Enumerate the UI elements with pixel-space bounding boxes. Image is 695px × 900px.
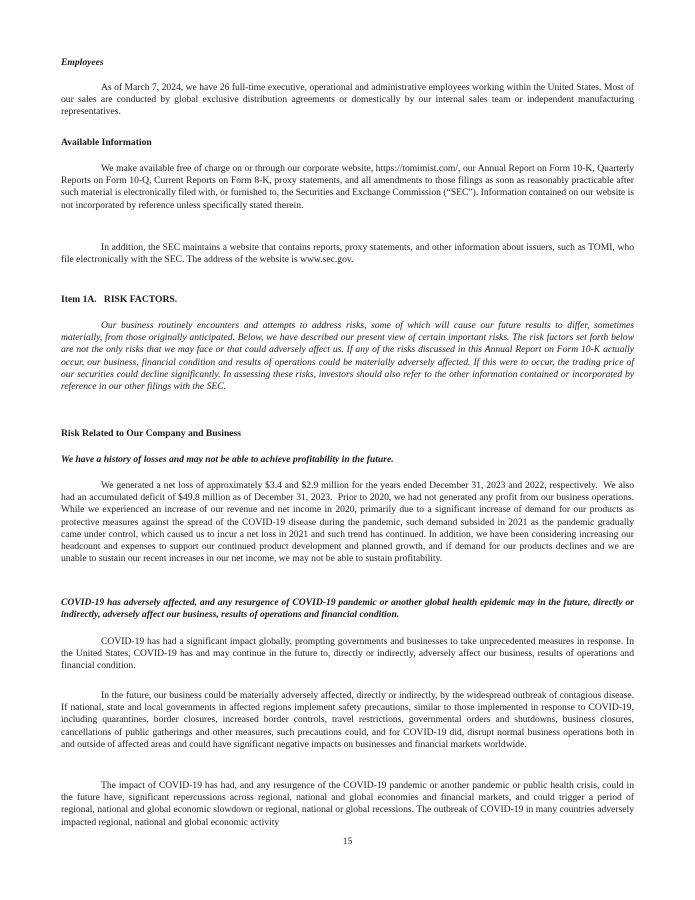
- history-of-losses-heading: We have a history of losses and may not be able to achieve profitability in the future.: [61, 454, 394, 465]
- available-information-heading: Available Information: [61, 137, 152, 148]
- item-1a-heading: Item 1A. RISK FACTORS.: [61, 294, 178, 305]
- covid-heading: COVID-19 has adversely affected, and any resurgence of COVID-19 pandemic or another global health epidemic may in the future, directly or indirectly, adversely affect our business, results of operations and financial condition.: [61, 597, 634, 621]
- history-of-losses-paragraph: We generated a net loss of approximately $3.4 and $2.9 million for the years ended December 31, 2023 and 2022, respectively. We also had an accumulated deficit of $49.8 million as of December 31, 2023. Prior to 2020, we had not generated any profit from our business operations. While we experienced an increase of our revenue and net income in 2020, primarily due to a significant increase of demand for our products as protective measures against the spread of the COVID-19 disease during the pandemic, such demand subsided in 2021 as the pandemic gradually came under control, which caused us to incur a net loss in 2021 and such trend has continued. In addition, we have been considering increasing our headcount and expenses to support our continued product development and planned growth, and if demand for our products declines and we are unable to sustain our recent increases in our net income, we may not be able to sustain profitability.: [61, 480, 639, 565]
- employees-paragraph: As of March 7, 2024, we have 26 full-time executive, operational and administrative employees working within the United States. Most of our sales are conducted by global exclusive distribution agreements or domestically by our internal sales team or independent manufacturing representatives.: [61, 82, 634, 118]
- covid-paragraph-2: In the future, our business could be materially adversely affected, directly or indirectly, by the widespread outbreak of contagious disease. If national, state and local governments in affected regions implement safety precautions, similar to those implemented in response to COVID-19, including quarantines, border closures, increased border controls, travel restrictions, governmental orders and shutdowns, business closures, cancellations of public gatherings and other measures, such precautions could, and for COVID-19 did, disrupt normal business operations both in and outside of affected areas and could have significant negative impacts on businesses and financial markets worldwide.: [61, 690, 634, 750]
- risk-company-heading: Risk Related to Our Company and Business: [61, 428, 242, 439]
- covid-paragraph-3: The impact of COVID-19 has had, and any resurgence of the COVID-19 pandemic or another pandemic or public health crisis, could in the future have, significant repercussions across regional, national and global economies and financial markets, and could trigger a period of regional, national and global economic slowdown or regional, national or global recessions. The outbreak of COVID-19 in many countries adversely impacted regional, national and global economic activity: [61, 780, 634, 828]
- available-information-paragraph-2: In addition, the SEC maintains a website that contains reports, proxy statements, and other information about issuers, such as TOMI, who file electronically with the SEC. The address of the website is www.sec.gov.: [61, 242, 634, 266]
- employees-heading: Employees: [61, 57, 104, 68]
- covid-paragraph-1: COVID-19 has had a significant impact globally, prompting governments and businesses to take unprecedented measures in response. In the United States, COVID-19 has and may continue in the future to, directly or indirectly, adversely affect our business, results of operations and financial condition.: [61, 636, 634, 672]
- risk-factors-intro: Our business routinely encounters and attempts to address risks, some of which will cause our future results to differ, sometimes materially, from those originally anticipated. Below, we have described our present view of certain important risks. The risk factors set forth below are not the only risks that we may face or that could adversely affect us. If any of the risks discussed in this Annual Report on Form 10-K actually occur, our business, financial condition and results of operations could be materially adversely affected. If this were to occur, the trading price of our securities could decline significantly. In assessing these risks, investors should also refer to the other information contained or incorporated by reference in our other filings with the SEC.: [61, 320, 634, 393]
- available-information-paragraph-1: We make available free of charge on or through our corporate website, https://tomimist.com/, our Annual Report on Form 10-K, Quarterly Reports on Form 10-Q, Current Reports on Form 8-K, proxy statements, and all amendments to those filings as soon as reasonably practicable after such material is electronically filed with, or furnished to, the Securities and Exchange Commission (“SEC”). Information contained on our website is not incorporated by reference unless specifically stated therein.: [61, 163, 634, 211]
- page-number: 15: [342, 836, 353, 847]
